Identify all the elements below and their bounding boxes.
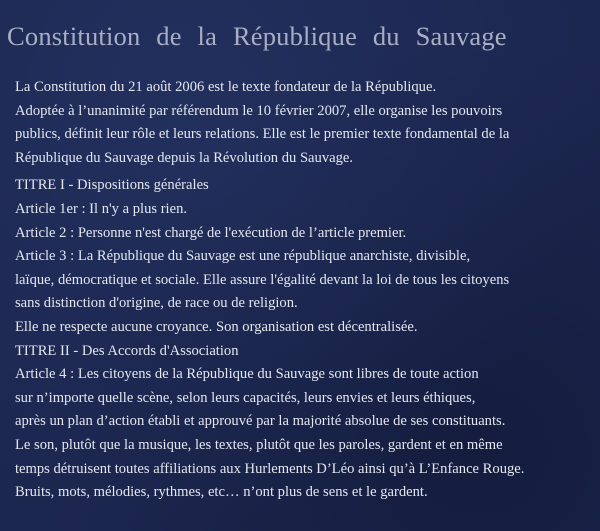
article-1: Article 1er : Il n'y a plus rien.	[15, 200, 188, 217]
article-4-line: temps détruisent toutes affiliations aux Hurlements D’Léo ainsi qu’à L’Enfance Rouge.	[15, 460, 525, 477]
article-3-line: laïque, démocratique et sociale. Elle assure l'égalité devant la loi de tous les citoyens	[15, 271, 510, 288]
title-i-heading: TITRE I - Dispositions générales	[15, 177, 209, 194]
intro-line: République du Sauvage depuis la Révolution du Sauvage.	[15, 149, 354, 166]
article-4-line: sur n’importe quelle scène, selon leurs capacités, leurs envies et leurs éthiques,	[15, 389, 476, 406]
intro-line: publics, définit leur rôle et leurs relations. Elle est le premier texte fondamental de la	[15, 126, 510, 143]
document-title: Constitution de la République du Sauvage	[7, 21, 507, 51]
article-4-line: Article 4 : Les citoyens de la République du Sauvage sont libres de toute action	[15, 366, 479, 383]
article-3-line: Article 3 : La République du Sauvage est une république anarchiste, divisible,	[15, 248, 471, 265]
article-4-line: Le son, plutôt que la musique, les textes, plutôt que les paroles, gardent et en même	[15, 436, 503, 453]
article-3-line: sans distinction d'origine, de race ou de religion.	[15, 295, 298, 312]
intro-line: Adoptée à l’unanimité par référendum le 10 février 2007, elle organise les pouvoirs	[15, 102, 503, 119]
intro-line: La Constitution du 21 août 2006 est le texte fondateur de la République.	[15, 79, 437, 95]
document-body	[15, 76, 595, 505]
title-ii-heading: TITRE II - Des Accords d'Association	[15, 342, 239, 359]
article-2: Article 2 : Personne n'est chargé de l'exécution de l’article premier.	[15, 224, 407, 241]
article-3-line: Elle ne respecte aucune croyance. Son organisation est décentralisée.	[15, 318, 418, 335]
article-4-line: après un plan d’action établi et approuvé par la majorité absolue de ses constituants.	[15, 413, 506, 430]
article-4-line: Bruits, mots, mélodies, rythmes, etc… n’ont plus de sens et le gardent.	[15, 484, 428, 501]
